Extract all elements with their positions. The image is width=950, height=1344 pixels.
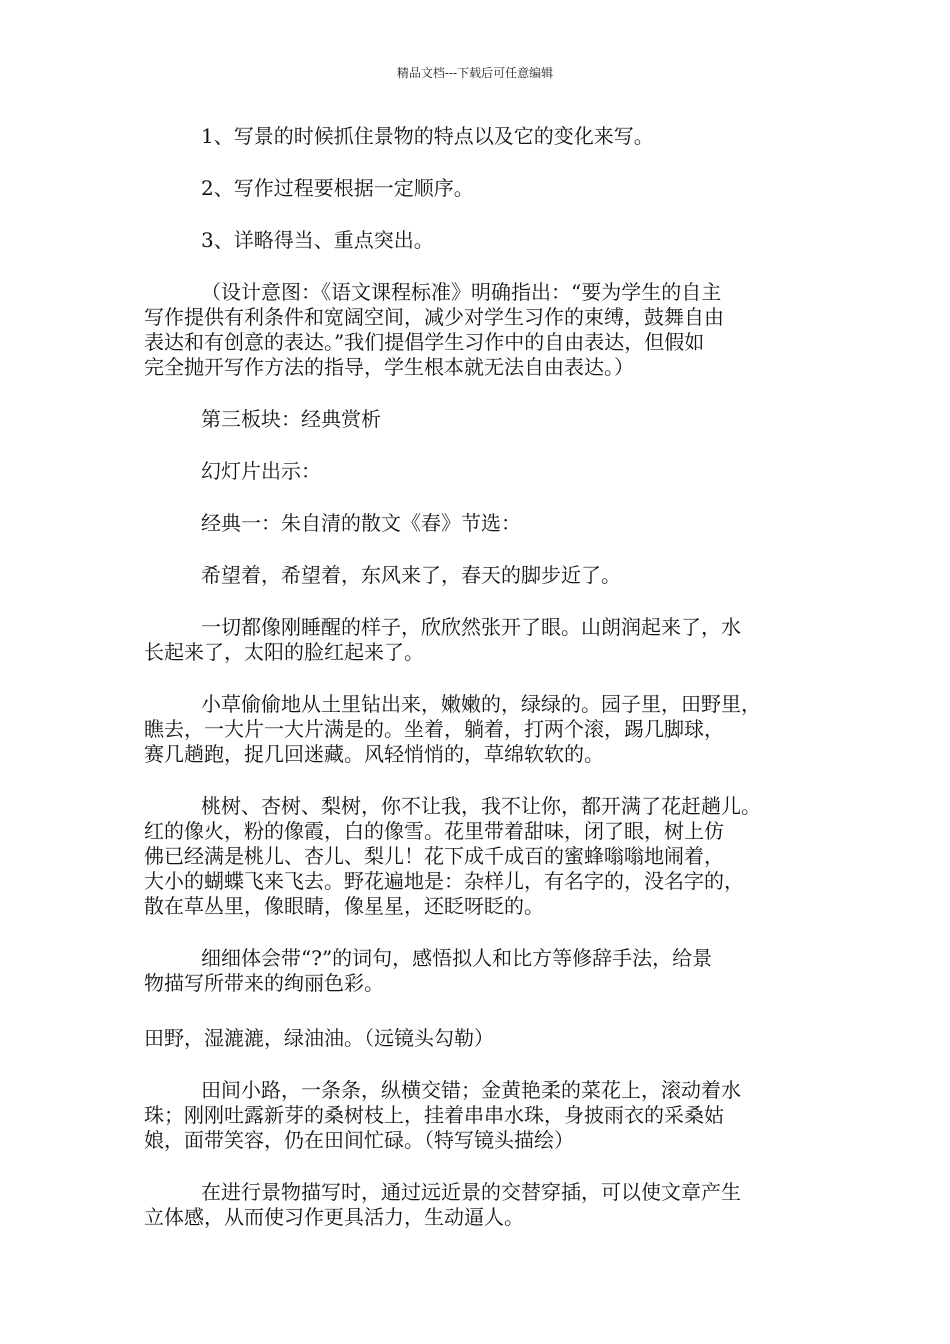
paragraph-spring-4: 桃树、杏树、梨树，你不让我，我不让你，都开满了花赶趟儿。 红的像火，粉的像霞，白的像雪。花里带着甜味，闭了眼，树上仿 佛已经满是桃儿、杏儿、梨儿！花下成千成百的蜜蜂嗡嗡地闹着， 大小的蝴蝶飞来飞去。野花遍地是：杂样儿，有名字的，没名字的， 散在草丛里，像眼睛，像星星，还眨呀眨的。 — [144, 794, 761, 918]
paragraph-classic-one: 经典一：朱自清的散文《春》节选： — [201, 511, 521, 535]
section-heading-classics: 第三板块：经典赏析 — [201, 407, 381, 431]
page-header: 精品文档---下载后可任意编辑 — [396, 66, 554, 80]
document-body — [144, 124, 814, 1257]
paragraph-field-distant: 田野，湿漉漉，绿油油。（远镜头勾勒） — [144, 1026, 494, 1050]
paragraph-point-2: 2、写作过程要根据一定顺序。 — [201, 176, 474, 200]
paragraph-writing-tip: 在进行景物描写时，通过远近景的交替穿插，可以使文章产生 立体感，从而使习作更具活力，生动逼人。 — [144, 1180, 741, 1229]
paragraph-spring-2: 一切都像刚睡醒的样子，欣欣然张开了眼。山朗润起来了，水 长起来了，太阳的脸红起来了。 — [144, 615, 741, 664]
paragraph-design-intent: （设计意图：《语文课程标准》明确指出：“要为学生的自主 写作提供有利条件和宽阔空间，减少对学生习作的束缚，鼓舞自由 表达和有创意的表达。”我们提倡学生习作中的自由表达，但假如 完全抛开写作方法的指导，学生根本就无法自由表达。） — [144, 280, 724, 379]
paragraph-point-3: 3、详略得当、重点突出。 — [201, 228, 434, 252]
paragraph-field-closeup: 田间小路，一条条，纵横交错；金黄艳柔的菜花上，滚动着水 珠；刚刚吐露新芽的桑树枝上，挂着串串水珠，身披雨衣的采桑姑 娘，面带笑容，仍在田间忙碌。（特写镜头描绘） — [144, 1078, 741, 1152]
paragraph-point-1: 1、写景的时候抓住景物的特点以及它的变化来写。 — [201, 124, 654, 148]
paragraph-spring-1: 希望着，希望着，东风来了，春天的脚步近了。 — [201, 563, 621, 587]
paragraph-slide-show: 幻灯片出示： — [201, 459, 321, 483]
paragraph-spring-3: 小草偷偷地从土里钻出来，嫩嫩的，绿绿的。园子里，田野里， 瞧去，一大片一大片满是的。坐着，躺着，打两个滚，踢几脚球， 赛几趟跑，捉几回迷藏。风轻悄悄的，草绵软软的。 — [144, 692, 761, 766]
paragraph-rhetoric-note: 细细体会带“?”的词句，感悟拟人和比方等修辞手法，给景 物描写所带来的绚丽色彩。 — [144, 946, 713, 995]
